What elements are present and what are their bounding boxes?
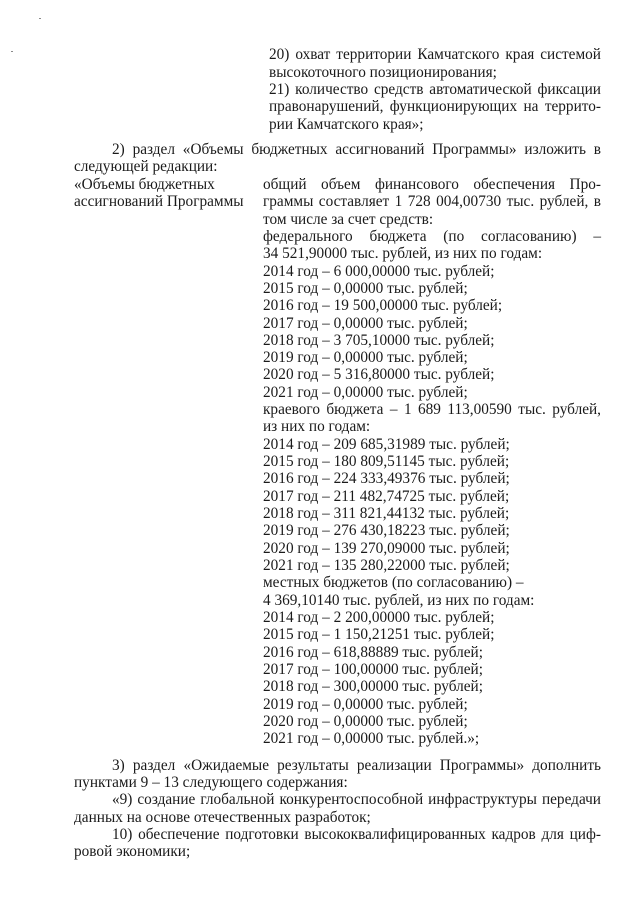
- federal-year-2018: 2018 год – 3 705,10000 тыс. рублей;: [263, 332, 495, 349]
- regional-year-2016: 2016 год – 224 333,49376 тыс. рублей;: [263, 470, 510, 487]
- total-line-1: общий объем финансового обеспечения Про-: [263, 176, 601, 193]
- total-line-2: граммы составляет 1 728 004,00730 тыс. рублей, в: [263, 193, 601, 210]
- item-20-line-1: 20) охват территории Камчатского края системой: [269, 46, 601, 63]
- federal-header-line-1: федерального бюджета (по согласованию) –: [263, 228, 601, 245]
- regional-header-line-1: краевого бюджета – 1 689 113,00590 тыс. рублей,: [263, 401, 601, 418]
- section-2-intro-line-1: 2) раздел «Объемы бюджетных ассигнований Программы» изложить в: [112, 141, 601, 158]
- local-header-line-2: 4 369,10140 тыс. рублей, из них по годам:: [263, 592, 535, 609]
- item-10-line-1: 10) обеспечение подготовки высококвалифицированных кадров для циф-: [112, 826, 601, 843]
- total-line-3: том числе за счет средств:: [263, 211, 434, 228]
- section-3-intro-line-2: пунктами 9 – 13 следующего содержания:: [74, 774, 348, 791]
- item-9-line-1: «9) создание глобальной конкурентоспособной инфраструктуры передачи: [112, 791, 601, 808]
- budget-label-line-1: «Объемы бюджетных: [74, 176, 215, 193]
- item-21-line-3: рии Камчатского края»;: [269, 116, 424, 133]
- item-21-line-1: 21) количество средств автоматической фиксации: [269, 81, 601, 98]
- federal-year-2017: 2017 год – 0,00000 тыс. рублей;: [263, 315, 468, 332]
- regional-year-2019: 2019 год – 276 430,18223 тыс. рублей;: [263, 522, 510, 539]
- local-year-2020: 2020 год – 0,00000 тыс. рублей;: [263, 713, 468, 730]
- regional-header-line-2: из них по годам:: [263, 418, 371, 435]
- local-year-2021: 2021 год – 0,00000 тыс. рублей.»;: [263, 730, 480, 747]
- federal-year-2020: 2020 год – 5 316,80000 тыс. рублей;: [263, 366, 495, 383]
- budget-label-line-2: ассигнований Программы: [74, 193, 244, 210]
- local-year-2017: 2017 год – 100,00000 тыс. рублей;: [263, 661, 483, 678]
- federal-header-line-2: 34 521,90000 тыс. рублей, из них по годам:: [263, 245, 543, 262]
- regional-year-2015: 2015 год – 180 809,51145 тыс. рублей;: [263, 453, 510, 470]
- item-10-line-2: ровой экономики;: [74, 843, 191, 860]
- local-year-2018: 2018 год – 300,00000 тыс. рублей;: [263, 678, 483, 695]
- item-20-line-2: высокоточного позиционирования;: [269, 64, 497, 81]
- item-21-line-2: правонарушений, функционирующих на террито-: [269, 98, 601, 115]
- local-year-2016: 2016 год – 618,88889 тыс. рублей;: [263, 644, 483, 661]
- local-year-2014: 2014 год – 2 200,00000 тыс. рублей;: [263, 609, 495, 626]
- federal-year-2021: 2021 год – 0,00000 тыс. рублей;: [263, 384, 468, 401]
- section-2-intro-line-2: следующей редакции:: [74, 158, 218, 175]
- local-header-line-1: местных бюджетов (по согласованию) –: [263, 574, 524, 591]
- local-year-2015: 2015 год – 1 150,21251 тыс. рублей;: [263, 626, 495, 643]
- item-9-line-2: данных на основе отечественных разработок;: [74, 809, 371, 826]
- federal-year-2014: 2014 год – 6 000,00000 тыс. рублей;: [263, 263, 495, 280]
- regional-year-2014: 2014 год – 209 685,31989 тыс. рублей;: [263, 436, 510, 453]
- local-year-2019: 2019 год – 0,00000 тыс. рублей;: [263, 696, 468, 713]
- regional-year-2017: 2017 год – 211 482,74725 тыс. рублей;: [263, 488, 510, 505]
- federal-year-2019: 2019 год – 0,00000 тыс. рублей;: [263, 349, 468, 366]
- regional-year-2021: 2021 год – 135 280,22000 тыс. рублей;: [263, 557, 510, 574]
- federal-year-2015: 2015 год – 0,00000 тыс. рублей;: [263, 280, 468, 297]
- regional-year-2020: 2020 год – 139 270,09000 тыс. рублей;: [263, 540, 510, 557]
- federal-year-2016: 2016 год – 19 500,00000 тыс. рублей;: [263, 297, 503, 314]
- section-3-intro-line-1: 3) раздел «Ожидаемые результаты реализации Программы» дополнить: [112, 757, 601, 774]
- regional-year-2018: 2018 год – 311 821,44132 тыс. рублей;: [263, 505, 510, 522]
